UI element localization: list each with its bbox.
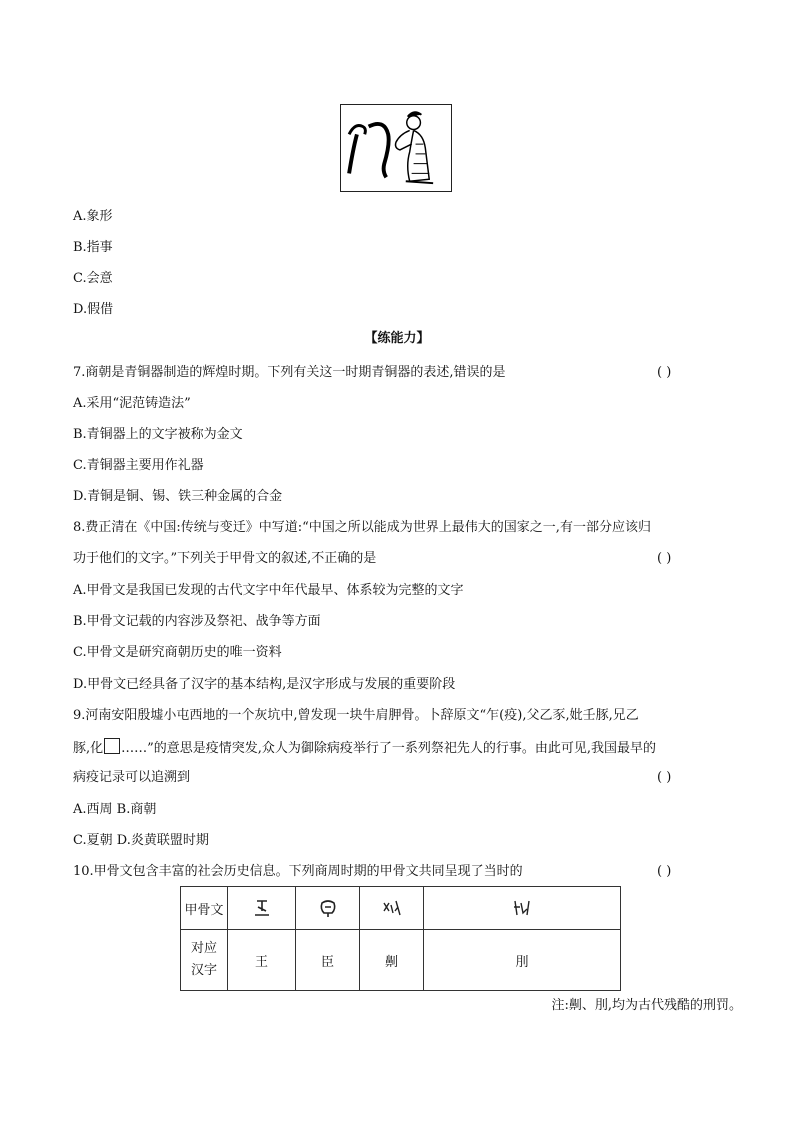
q7-option-a: A.采用“泥范铸造法” (73, 396, 191, 411)
q7-option-c: C.青铜器主要用作礼器 (73, 458, 204, 473)
q8-option-b: B.甲骨文记载的内容涉及祭祀、战争等方面 (73, 614, 321, 629)
q7-option-d: D.青铜是铜、锡、铁三种金属的合金 (73, 489, 283, 504)
hanzi-cell-1: 王 (228, 930, 296, 991)
q10-answer-paren: ( ) (657, 864, 672, 879)
table-header-hanzi-line1: 对应 (190, 941, 217, 956)
table-header-hanzi (181, 930, 228, 991)
pictograph-figure (340, 104, 452, 192)
oracle-glyph-yi (360, 887, 424, 930)
hanzi-cell-2: 臣 (296, 930, 360, 991)
table-header-hanzi-line2: 汉字 (190, 963, 217, 978)
q6-option-a: A.象形 (73, 209, 113, 224)
pictograph-illustration (341, 105, 451, 191)
table-note: 注:劓、刖,均为古代残酷的刑罚。 (551, 998, 742, 1013)
q8-option-d: D.甲骨文已经具备了汉字的基本结构,是汉字形成与发展的重要阶段 (73, 677, 456, 692)
hanzi-cell-4: 刖 (424, 930, 621, 991)
q9-stem-line3: 病疫记录可以追溯到 (73, 770, 191, 785)
q10-stem: 10.甲骨文包含丰富的社会历史信息。下列商周时期的甲骨文共同呈现了当时的 (73, 864, 523, 879)
q9-options-cd: C.夏朝 D.炎黄联盟时期 (73, 833, 209, 848)
q6-option-b: B.指事 (73, 240, 113, 255)
hanzi-cell-3: 劓 (360, 930, 424, 991)
missing-character-box (104, 738, 120, 754)
q8-option-c: C.甲骨文是研究商朝历史的唯一资料 (73, 645, 282, 660)
q6-option-d: D.假借 (73, 302, 114, 317)
q8-answer-paren: ( ) (657, 551, 672, 566)
q9-stem-line2-after: ……”的意思是疫情突发,众人为御除病疫举行了一系列祭祀先人的行事。由此可见,我国最早的 (121, 741, 657, 756)
q8-option-a: A.甲骨文是我国已发现的古代文字中年代最早、体系较为完整的文字 (73, 583, 464, 598)
q8-stem-line1: 8.费正清在《中国:传统与变迁》中写道:“中国之所以能成为世界上最伟大的国家之一,有一部分应该归 (73, 520, 651, 535)
q9-stem-line1: 9.河南安阳殷墟小屯西地的一个灰坑中,曾发现一块牛肩胛骨。卜辞原文“乍(疫),父乙豕,妣壬豚,兄乙 (73, 708, 639, 723)
q6-option-c: C.会意 (73, 271, 113, 286)
q8-stem-line2: 功于他们的文字。”下列关于甲骨文的叙述,不正确的是 (73, 551, 377, 566)
q9-answer-paren: ( ) (657, 770, 672, 785)
oracle-row (181, 887, 621, 930)
oracle-glyph-chen (296, 887, 360, 930)
oracle-glyph-yue (424, 887, 621, 930)
oracle-glyph-wang (228, 887, 296, 930)
q9-options-ab: A.西周 B.商朝 (73, 802, 157, 817)
q9-stem-line2 (73, 738, 656, 758)
q7-stem: 7.商朝是青铜器制造的辉煌时期。下列有关这一时期青铜器的表述,错误的是 (73, 365, 506, 380)
oracle-bone-table (180, 886, 621, 991)
q7-option-b: B.青铜器上的文字被称为金文 (73, 427, 243, 442)
table-header-oracle: 甲骨文 (181, 887, 228, 930)
section-heading: 【练能力】 (364, 331, 430, 346)
hanzi-row (181, 930, 621, 991)
q7-answer-paren: ( ) (657, 365, 672, 380)
q9-stem-line2-before: 豚,化 (73, 741, 104, 756)
